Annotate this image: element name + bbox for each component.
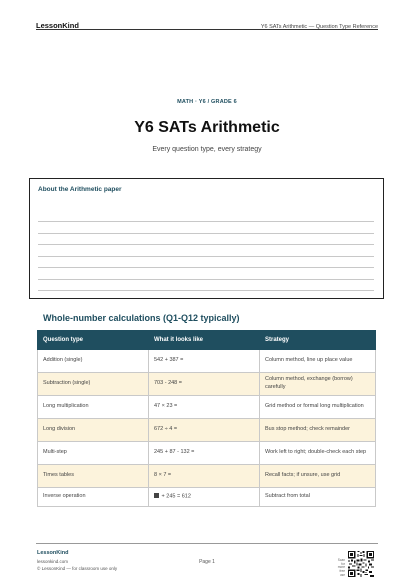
writing-line — [38, 290, 374, 291]
writing-line — [38, 267, 374, 268]
about-box — [29, 178, 384, 299]
writing-line — [38, 279, 374, 280]
cell-strategy: Bus stop method; check remainder — [260, 419, 376, 442]
footer-copyright: © LessonKind — for classroom use only — [37, 566, 118, 571]
table-row — [38, 442, 376, 465]
table-row — [38, 419, 376, 442]
page-header — [36, 16, 378, 30]
footer-url: lessonkind.com — [37, 559, 69, 564]
header-brand: LessonKind — [36, 21, 79, 30]
footer-rule — [36, 543, 378, 544]
table-row — [38, 465, 376, 488]
header-rule — [36, 29, 378, 30]
table-header-row — [38, 331, 376, 350]
filled-square-icon — [154, 493, 159, 498]
cell-question-type: Subtraction (single) — [38, 373, 149, 396]
cell-example: 245 + 87 - 132 = — [149, 442, 260, 465]
cell-question-type: Multi-step — [38, 442, 149, 465]
cell-question-type: Long division — [38, 419, 149, 442]
footer-brand: LessonKind — [37, 550, 69, 556]
cell-example — [149, 488, 260, 507]
cell-example: 542 + 387 = — [149, 350, 260, 373]
cell-strategy: Recall facts; if unsure, use grid — [260, 465, 376, 488]
cell-question-type: Long multiplication — [38, 396, 149, 419]
writing-line — [38, 233, 374, 234]
cell-example: 672 ÷ 4 = — [149, 419, 260, 442]
cell-example-text: + 245 = 612 — [160, 493, 191, 500]
section-title: Whole-number calculations (Q1-Q12 typically) — [43, 313, 240, 323]
cell-question-type: Times tables — [38, 465, 149, 488]
page-title: Y6 SATs Arithmetic — [134, 119, 280, 136]
page-subtitle: Every question type, every strategy — [152, 146, 262, 153]
cell-example: 47 × 23 = — [149, 396, 260, 419]
writing-line — [38, 244, 374, 245]
cell-strategy: Work left to right; double-check each step — [260, 442, 376, 465]
table-row — [38, 488, 376, 507]
cell-example: 703 - 248 = — [149, 373, 260, 396]
page-number: Page 1 — [199, 559, 215, 565]
table-row — [38, 350, 376, 373]
cell-strategy: Column method, exchange (borrow) carefully — [260, 373, 376, 396]
cell-strategy: Subtract from total — [260, 488, 376, 507]
cell-example: 8 × 7 = — [149, 465, 260, 488]
header-strategy: Strategy — [260, 331, 376, 350]
header-question-type: Question type — [38, 331, 149, 350]
cell-strategy: Grid method or formal long multiplication — [260, 396, 376, 419]
writing-line — [38, 256, 374, 257]
about-title: About the Arithmetic paper — [38, 186, 122, 193]
table-row — [38, 373, 376, 396]
table-row — [38, 396, 376, 419]
subject-kicker: MATH · Y6 / GRADE 6 — [177, 99, 237, 105]
cell-question-type: Inverse operation — [38, 488, 149, 507]
header-what-it-looks-like: What it looks like — [149, 331, 260, 350]
writing-line — [38, 221, 374, 222]
header-doc-title: Y6 SATs Arithmetic — Question Type Reference — [260, 24, 378, 30]
cell-strategy: Column method, line up place value — [260, 350, 376, 373]
qr-code-icon — [348, 551, 374, 577]
question-type-table — [37, 330, 376, 507]
cell-question-type: Addition (single) — [38, 350, 149, 373]
qr-caption: Scan for more free use — [337, 558, 345, 577]
